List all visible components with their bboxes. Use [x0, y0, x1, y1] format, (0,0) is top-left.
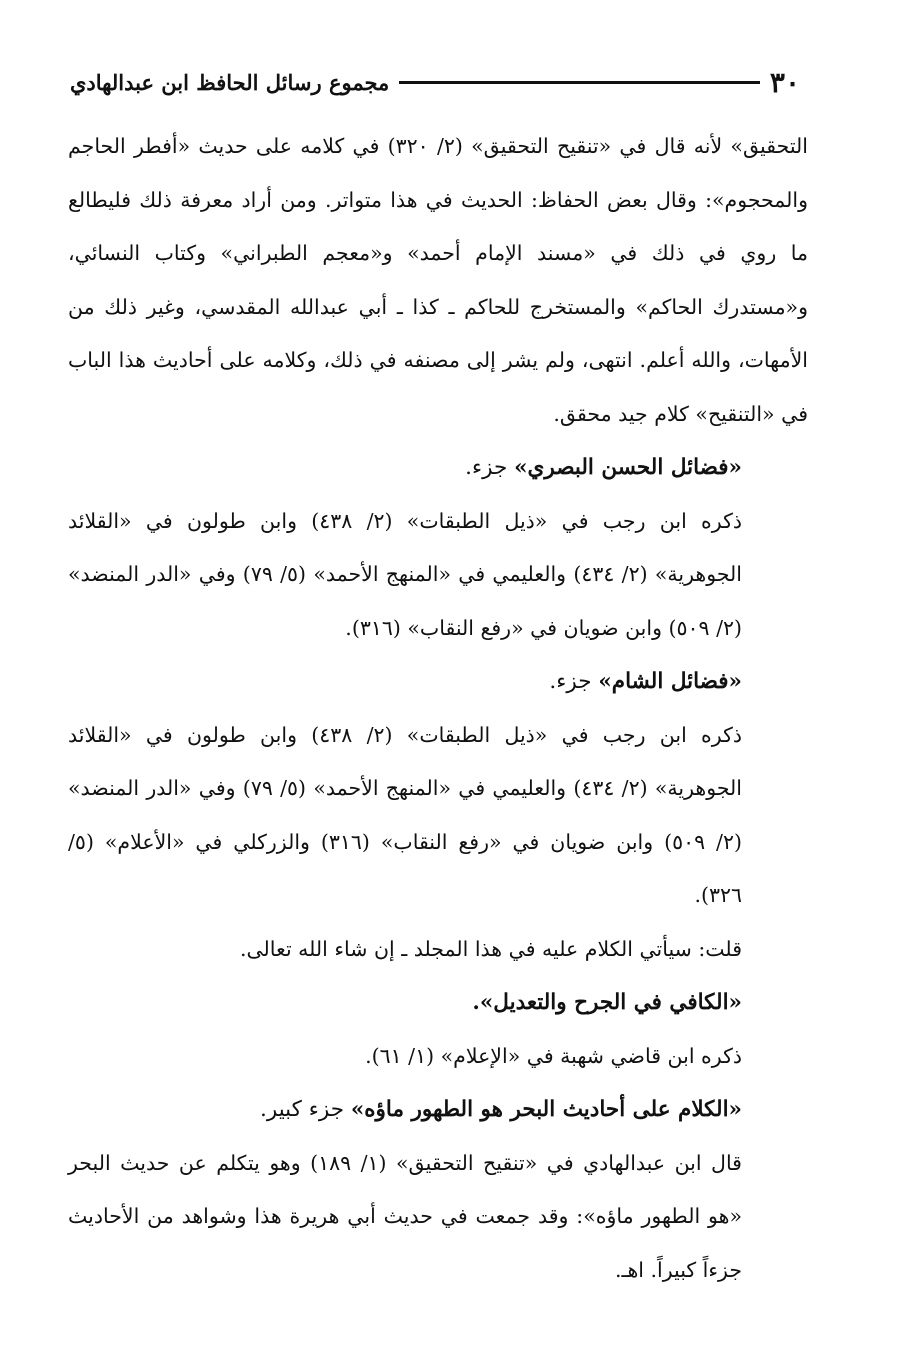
entry-note-sham: قلت: سيأتي الكلام عليه في هذا المجلد ـ إن شاء الله تعالى.: [239, 936, 742, 961]
page-body: [68, 120, 808, 1297]
entry-body-hasan-basri: ذكره ابن رجب في «ذيل الطبقات» (٢/ ٤٣٨) وابن طولون في «القلائد الجوهرية» (٢/ ٤٣٤) والعليمي في «المنهج الأحمد» (٥/ ٧٩) وفي «الدر المنضد» (٢/ ٥٠٩) وابن ضويان في «رفع النقاب» (٣١٦).: [68, 508, 742, 640]
running-title: مجموع رسائل الحافظ ابن عبدالهادي: [70, 69, 390, 95]
entry-title-text: «الكافي في الجرح والتعديل».: [472, 990, 742, 1015]
header-rule: [399, 81, 760, 84]
entry-title-suffix: جزء.: [465, 455, 515, 480]
entry-title-text: «فضائل الحسن البصري»: [514, 455, 742, 480]
continuation-paragraph: التحقيق» لأنه قال في «تنقيح التحقيق» (٢/ ٣٢٠) في كلامه على حديث «أفطر الحاجم والمحجوم»: وقال بعض الحفاظ: الحديث في هذا متواتر. ومن أراد معرفة ذلك فليطالع ما روي في ذلك في «مسند الإمام أحمد» و«معجم الطبراني» وكتاب النسائي، و«مستدرك الحاكم» والمستخرج للحاكم ـ كذا ـ أبي عبدالله المقدسي، وغير ذلك من الأمهات، والله أعلم. انتهى، ولم يشر إلى مصنفه في ذلك، وكلامه على أحاديث هذا الباب في «التنقيح» كلام جيد محقق.: [68, 134, 808, 426]
entry-title-sham: [68, 655, 808, 709]
page-header: [70, 62, 800, 102]
entry-body-bahr: قال ابن عبدالهادي في «تنقيح التحقيق» (١/ ١٨٩) وهو يتكلم عن حديث البحر «هو الطهور ماؤه»: وقد جمعت في حديث أبي هريرة هذا وشواهد من الأحاديث جزءاً كبيراً. اهـ.: [68, 1150, 742, 1282]
entry-title-bahr: [68, 1083, 808, 1137]
entry-body-sham: ذكره ابن رجب في «ذيل الطبقات» (٢/ ٤٣٨) وابن طولون في «القلائد الجوهرية» (٢/ ٤٣٤) والعليمي في «المنهج الأحمد» (٥/ ٧٩) وفي «الدر المنضد» (٢/ ٥٠٩) وابن ضويان في «رفع النقاب» (٣١٦) والزركلي في «الأعلام» (٥/ ٣٢٦).: [68, 722, 742, 907]
entry-title-text: «الكلام على أحاديث البحر هو الطهور ماؤه»: [350, 1097, 742, 1122]
page-number: ٣٠: [769, 65, 800, 99]
entry-title-suffix: جزء.: [549, 669, 599, 694]
entry-title-hasan-basri: [68, 441, 808, 495]
entry-title-suffix: جزء كبير.: [260, 1097, 351, 1122]
entry-title-text: «فضائل الشام»: [598, 669, 742, 694]
entry-body-kafi: ذكره ابن قاضي شهبة في «الإعلام» (١/ ٦١).: [365, 1043, 742, 1068]
entry-title-kafi: [68, 976, 808, 1030]
